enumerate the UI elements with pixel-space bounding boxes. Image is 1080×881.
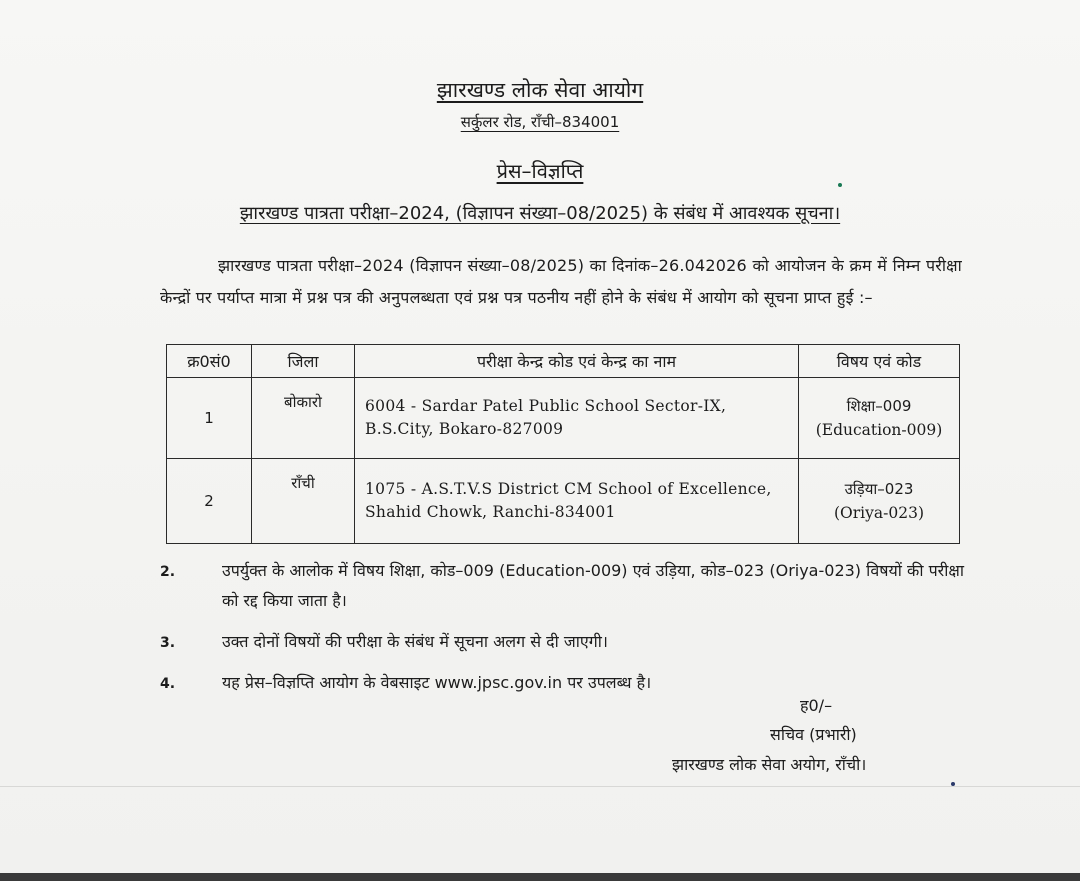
point-text: यह प्रेस–विज्ञप्ति आयोग के वेबसाइट www.jpsc.gov.in पर उपलब्ध है।: [222, 673, 652, 692]
center-cell: [355, 378, 799, 459]
organization-address: सर्कुलर रोड, राँची–834001: [460, 113, 620, 131]
exam-centers-table: [166, 344, 960, 544]
district-cell: बोकारो: [252, 378, 355, 459]
point-text: उपर्युक्त के आलोक में विषय शिक्षा, कोड–009 (Education-009) एवं उड़िया, कोड–023 (Oriya-023) विषयों की परीक्षा को रद्द किया जाता है।: [222, 561, 964, 610]
header-center: परीक्षा केन्द्र कोड एवं केन्द्र का नाम: [355, 345, 799, 378]
intro-paragraph-text: झारखण्ड पात्रता परीक्षा–2024 (विज्ञापन संख्या–08/2025) का दिनांक–26.042026 को आयोजन के क्रम में निम्न परीक्षा केन्द्रों पर पर्याप्त मात्रा में प्रश्न पत्र की अनुपलब्धता एवं प्रश्न पत्र पठनीय नहीं होने के संबंध में आयोग को सूचना प्राप्त हुई :–: [160, 256, 962, 307]
signatory-designation: सचिव (प्रभारी): [770, 725, 857, 744]
header-subject: विषय एवं कोड: [799, 345, 960, 378]
intro-paragraph: [160, 250, 962, 314]
serial-cell: 2: [167, 459, 252, 544]
point-number: 2.: [160, 564, 176, 580]
table-header-row: [167, 345, 960, 378]
signatory-organization: झारखण्ड लोक सेवा अयोग, राँची।: [672, 755, 867, 774]
subject-line: झारखण्ड पात्रता परीक्षा–2024, (विज्ञापन संख्या–08/2025) के संबंध में आवश्यक सूचना।: [239, 203, 841, 224]
point-number: 3.: [160, 635, 176, 651]
center-name-line2: B.S.City, Bokaro-827009: [365, 420, 564, 438]
subject-hindi: उड़िया–023: [844, 480, 914, 498]
point-text: उक्त दोनों विषयों की परीक्षा के संबंध में सूचना अलग से दी जाएगी।: [222, 632, 608, 651]
subject-cell: [799, 459, 960, 544]
signature-mark: ह0/–: [800, 696, 833, 715]
page-edge-line: [0, 786, 1080, 787]
ink-speck: [838, 183, 842, 187]
press-release-title: प्रेस–विज्ञप्ति: [496, 159, 584, 183]
center-name-line1: 1075 - A.S.T.V.S District CM School of Excellence,: [365, 480, 772, 498]
center-name-line1: 6004 - Sardar Patel Public School Sector-IX,: [365, 397, 727, 415]
center-name-line2: Shahid Chowk, Ranchi-834001: [365, 503, 616, 521]
header-serial: क्र0सं0: [167, 345, 252, 378]
subject-english: (Education-009): [815, 421, 943, 439]
subject-english: (Oriya-023): [834, 504, 924, 522]
table-row: [167, 378, 960, 459]
bottom-shadow-bar: [0, 873, 1080, 881]
header-district: जिला: [252, 345, 355, 378]
subject-cell: [799, 378, 960, 459]
center-cell: [355, 459, 799, 544]
table-row: [167, 459, 960, 544]
district-cell: राँची: [252, 459, 355, 544]
subject-hindi: शिक्षा–009: [846, 397, 912, 415]
point-number: 4.: [160, 676, 176, 692]
organization-name: झारखण्ड लोक सेवा आयोग: [436, 78, 644, 102]
serial-cell: 1: [167, 378, 252, 459]
